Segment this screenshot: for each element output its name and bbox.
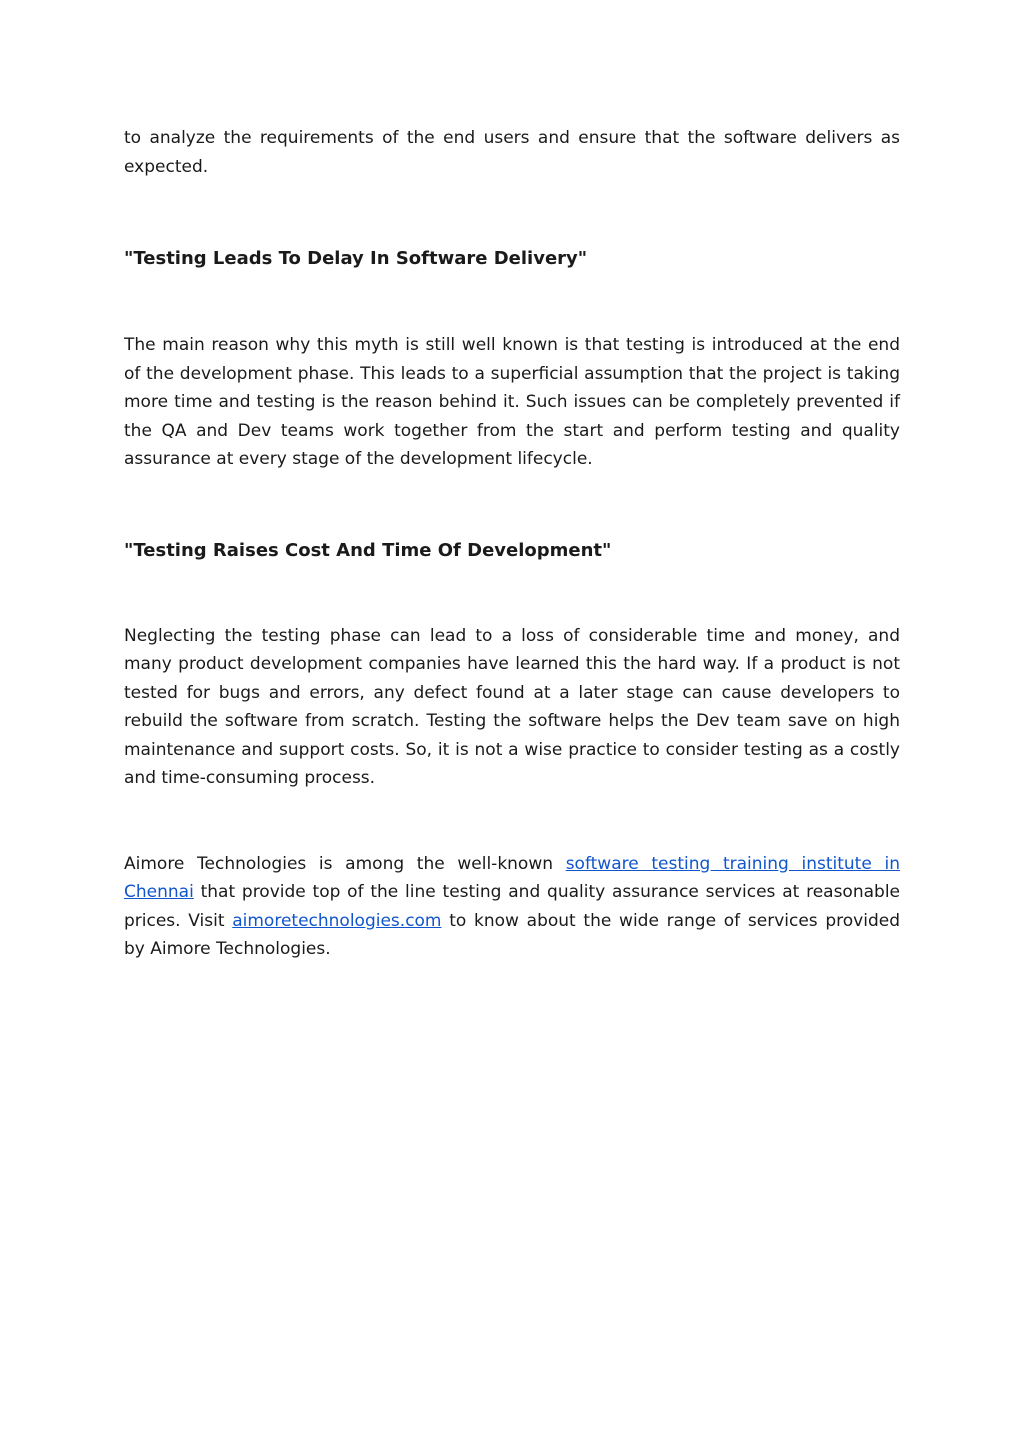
aimore-text-start: Aimore Technologies is among the well-known [124, 853, 566, 874]
paragraph-requirements: to analyze the requirements of the end users and ensure that the software delivers as expected. [124, 128, 900, 177]
paragraph-cost-myth: Neglecting the testing phase can lead to a loss of considerable time and money, and many product development companies have learned this the hard way. If a product is not tested for bugs and errors, any defect found at a later stage can cause developers to rebuild the software from scratch. Testing the software helps the Dev team save on high maintenance and support costs. So, it is not a wise practice to consider testing as a costly and time-consuming process. [124, 625, 900, 788]
paragraph-aimore [124, 850, 900, 964]
aimore-text-end: to know about the wide range of services provided by Aimore Technologies. [124, 910, 900, 959]
training-institute-link[interactable]: software testing training institute in Chennai [124, 853, 900, 902]
heading-testing-delay: "Testing Leads To Delay In Software Delivery" [124, 248, 588, 269]
heading-testing-cost: "Testing Raises Cost And Time Of Development" [124, 539, 612, 561]
paragraph-delay-myth: The main reason why this myth is still well known is that testing is introduced at the end of the development phase. This leads to a superficial assumption that the project is taking more time and testing is the reason behind it. Such issues can be completely prevented if the QA and Dev teams work together from the start and perform testing and quality assurance at every stage of the development lifecycle. [124, 335, 900, 469]
aimore-text-middle: that provide top of the line testing and quality assurance services at reasonable prices. Visit [124, 882, 900, 931]
document-page [124, 124, 900, 964]
aimore-website-link[interactable]: aimoretechnologies.com [232, 910, 442, 931]
